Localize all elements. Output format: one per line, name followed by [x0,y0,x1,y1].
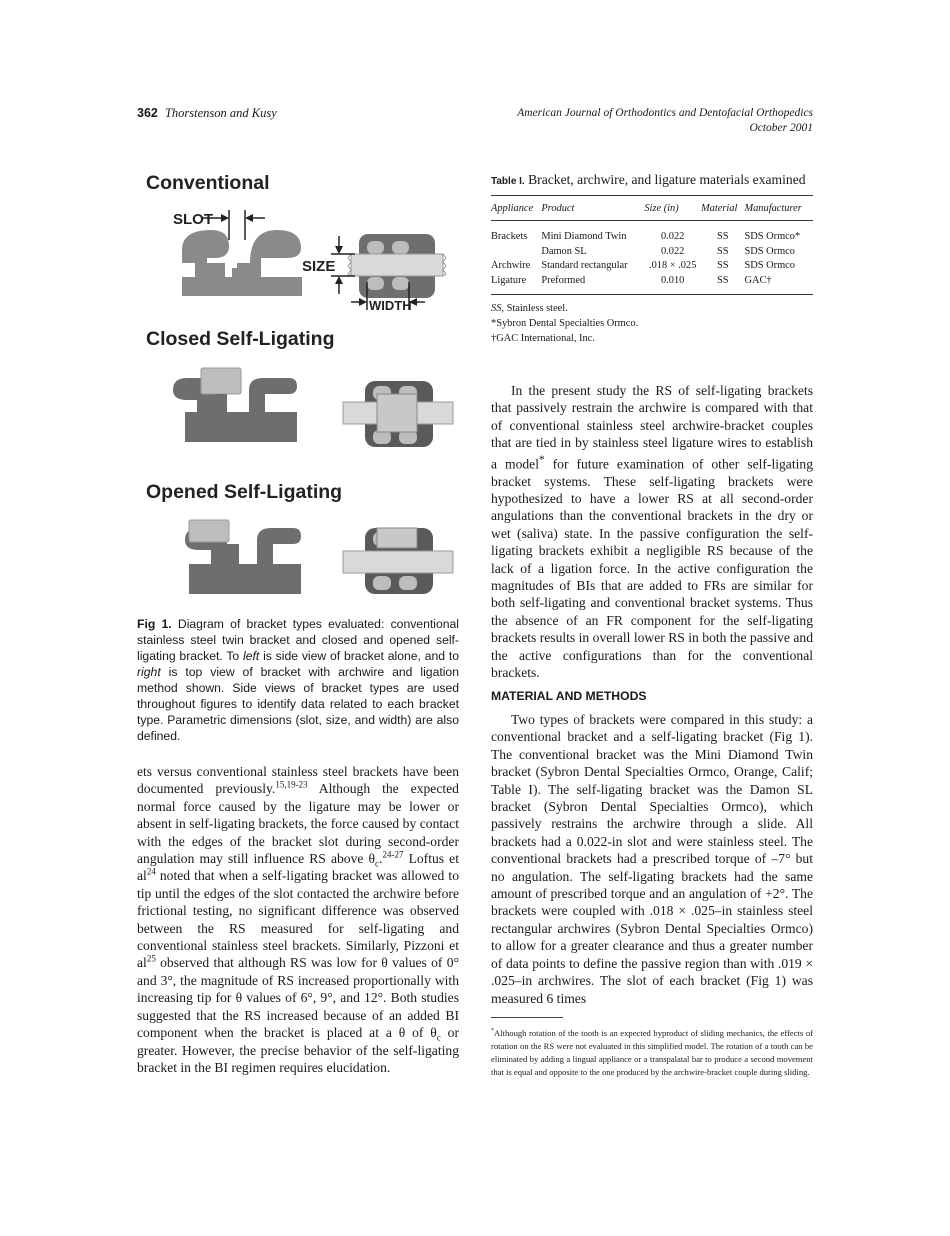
table-row [491,274,813,295]
figure-caption [137,616,459,744]
caption-text: is top view of bracket with archwire and ligation method shown. Side views of bracket types are used throughout figures to identify data related to each bracket type. Parametric dimensions (slot, size, and width) are also defined. [137,665,459,743]
table-row [491,245,813,260]
footnote-text: Although rotation of the tooth is an expected byproduct of sliding mechanics, the effects of rotation on the RS were not evaluated in this simplified model. The rotation of a tooth can be eliminated by adding a lingual appliance or a transpalatal bar to produce a second movement that is equal and opposite to the one produced by the archwire-bracket couple during sliding. [491,1027,813,1077]
table-cell: SS [716,231,729,242]
col-header-product: Product [541,203,575,214]
body-text: for future examination of other self-ligating bracket systems. These self-ligating brackets were hypothesized to have a lower RS at all second-order angulations than the conventional brackets in the dry or wet (saliva) state. In the passive configuration the self-ligating brackets exhibit a negligible RS because of the lack of a ligation force. In the active configuration the magnitudes of BIs that are added to FRs are similar for both self-ligating and conventional bracket systems. Thus the absence of an FR component for the self-ligating brackets results in overall lower RS in both the passive and the active configurations than for the conventional brackets. [491,456,813,681]
subscript: c [436,1032,441,1043]
caption-text: left [243,649,260,663]
running-header-right [483,106,813,136]
table-1 [491,172,813,346]
materials-table [491,195,813,295]
note-abbr: SS, [491,303,504,314]
table-cell: SDS Ormco* [744,231,801,242]
note-text: Stainless steel. [504,303,568,314]
table-cell: 0.022 [660,245,685,257]
conventional-side-view [182,230,302,296]
caption-text: right [137,665,161,679]
body-text: observed that although RS was low for θ values of 0° and 3°, the magnitude of RS increased proportionally with increasing tip for θ values of 6°, 9°, and 12°. Both studies suggested that the RS increased because of an added BI component when the bracket is placed at a θ of θ [137,955,459,1041]
table-cell: SDS Ormco [744,260,795,271]
bracket-diagram [137,168,460,608]
col-header-size: Size (in) [644,203,679,214]
table-label: Table I. [491,176,525,187]
table-cell: .018 × .025 [648,260,697,271]
width-label: WIDTH [369,298,412,313]
citation: 24-27 [382,849,404,860]
running-authors: Thorstenson and Kusy [164,106,277,120]
table-title [491,172,813,189]
subscript: c [375,858,380,869]
conventional-top-view [348,234,446,298]
figure-1 [137,168,460,608]
table-cell: Mini Diamond Twin [541,231,627,242]
slot-label: SLOT [173,211,213,228]
citation: 15,19-23 [275,779,308,790]
caption-text: is side view of bracket alone, and to [259,649,459,663]
table-cell: SS [716,245,729,257]
body-text: . [379,851,383,867]
table-footnotes [491,301,813,346]
closed-self-ligating-side-view [173,368,297,442]
citation: 25 [146,953,156,964]
right-column-methods [491,711,813,1007]
table-cell: Archwire [491,260,531,271]
figure-heading-conventional: Conventional [146,172,270,194]
table-cell: Preformed [541,274,586,286]
table-header-row [491,196,813,221]
table-caption: Bracket, archwire, and ligature materials examined [524,172,806,187]
col-header-manufacturer: Manufacturer [744,203,802,214]
table-cell: Standard rectangular [541,260,628,271]
footnote [491,1025,813,1079]
table-row [491,221,813,245]
table-cell [491,245,541,260]
table-cell: SDS Ormco [744,245,795,257]
body-text: ets versus conventional stainless steel brackets have been documented previously. [137,764,459,797]
table-cell: Damon SL [541,245,587,257]
section-heading: MATERIAL AND METHODS [491,689,647,703]
col-header-appliance: Appliance [491,203,534,214]
footnote-divider [491,1017,563,1018]
intro-paragraph [491,382,813,681]
opened-self-ligating-top-view [343,528,453,594]
caption-text: Diagram of bracket types evaluated: conventional stainless steel twin bracket and closed and opened self-ligating bracket. To [137,617,460,663]
right-column-intro [491,382,813,681]
table-cell: GAC† [744,274,772,286]
figure-heading-opened: Opened Self-Ligating [146,481,343,503]
body-text: In the present study the RS of self-ligating brackets that passively restrain the archwire is compared with that of conventional stainless steel archwire-bracket couples that are tied in by stainless steel ligature wires to establish a model [491,383,813,472]
opened-self-ligating-side-view [185,520,301,594]
size-label: SIZE [302,258,336,275]
table-cell: SS [716,260,729,271]
figure-caption-label: Fig 1. [137,617,172,631]
body-text: noted that when a self-ligating bracket was allowed to tip until the edges of the slot contacted the archwire before frictional testing, no significant difference was observed between the RS measured for self-ligating and conventional stainless steel brackets. Similarly, Pizzoni et al [137,868,459,971]
body-text: Although the expected normal force caused by the ligature may be lower or absent in self-ligating brackets, the force caused by contact with the edges of the bracket slot during second-order angulation may still influence RS above θ [137,781,459,867]
running-header-left [137,106,277,121]
table-cell: Brackets [491,231,528,242]
methods-paragraph: Two types of brackets were compared in this study: a conventional bracket and a self-ligating bracket (Fig 1). The conventional bracket was the Mini Diamond Twin bracket (Sybron Dental Specialties Ormco, Orange, Calif; Table I). The self-ligating bracket was the Damon SL bracket (Sybron Dental Specialties Ormco), which passively restrains the archwire through a slide. All brackets had a 0.022-in slot and were stainless steel. The conventional brackets had a prescribed torque of –7° but no angulation. The self-ligating brackets had the same amount of prescribed torque and an angulation of +2°. The brackets were coupled with .018 × .025–in stainless steel rectangular archwires (Sybron Dental Specialties Ormco) to allow for a greater clearance and thus a greater number of data points to define the passive region than with .019 × .025–in archwires. The slot of each bracket (Fig 1) was measured 6 times [491,712,813,1006]
footnote-marker: * [491,1028,494,1034]
left-column-text [137,763,459,1076]
table-row [491,259,813,274]
page-number: 362 [137,106,158,120]
citation: 24 [146,866,156,877]
table-note: *Sybron Dental Specialties Ormco. [491,318,639,329]
table-cell: Ligature [491,274,527,286]
body-text: or greater. However, the precise behavior of the self-ligating bracket in the BI regimen requires elucidation. [137,1025,459,1075]
table-cell: SS [716,274,729,286]
table-cell: 0.022 [660,231,685,242]
figure-heading-closed: Closed Self-Ligating [146,328,335,350]
table-cell: 0.010 [660,274,685,286]
closed-self-ligating-top-view [343,381,453,447]
issue-date: October 2001 [749,122,813,134]
table-note: †GAC International, Inc. [491,333,595,344]
footnote-marker: * [539,453,545,466]
col-header-material: Material [701,203,738,214]
table-note [491,301,813,316]
journal-title: American Journal of Orthodontics and Dentofacial Orthopedics [517,107,813,119]
body-text: Loftus et al [137,851,459,884]
